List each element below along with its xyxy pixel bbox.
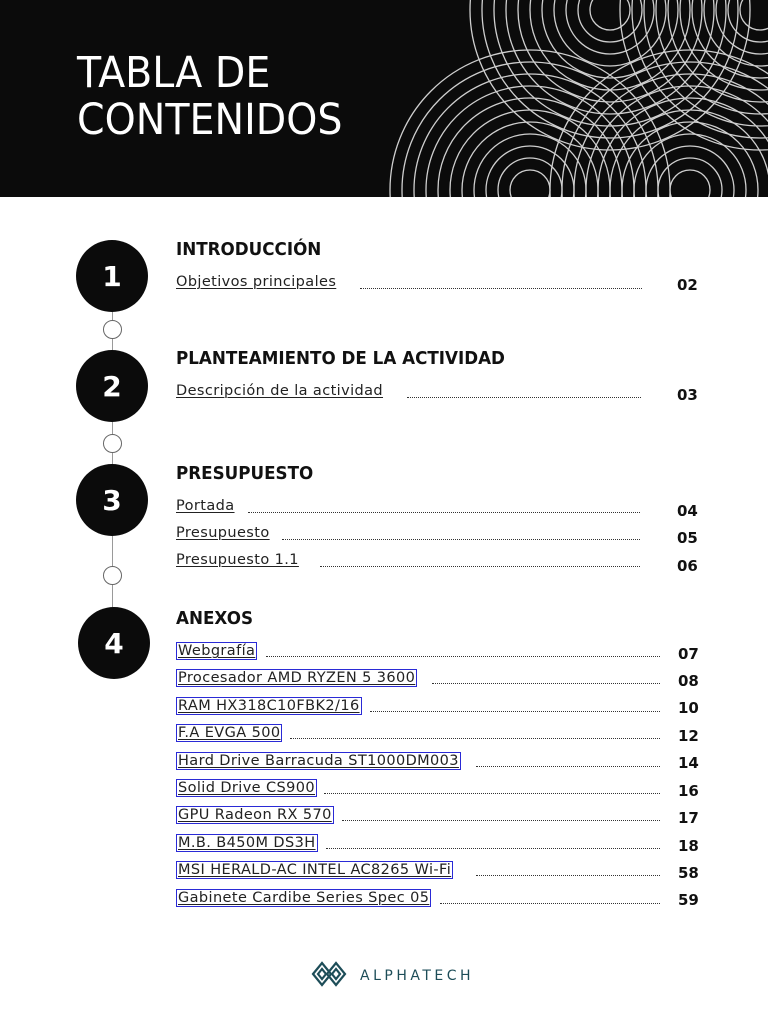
page-number: 59 [678,891,699,909]
section-heading: PLANTEAMIENTO DE LA ACTIVIDAD [176,348,505,369]
toc-entry[interactable] [176,861,702,883]
title-line-2: CONTENIDOS [77,95,343,145]
dot-leader [342,820,660,821]
decorative-arc [390,50,670,197]
dot-leader [440,903,660,904]
decorative-arc [562,62,768,197]
toc-entry[interactable] [176,383,698,405]
toc-entry-label[interactable]: F.A EVGA 500 [178,725,281,741]
toc-entry-label[interactable]: Descripción de la actividad [176,383,384,399]
decorative-arc [486,146,574,197]
dot-leader [320,566,640,567]
section-number-badge: 1 [76,240,148,312]
dot-leader [282,539,640,540]
dot-leader [476,875,660,876]
toc-entry[interactable] [176,889,702,911]
page-number: 16 [678,782,699,800]
timeline-connector [103,434,122,453]
decorative-arc [656,0,768,114]
page-number: 58 [678,864,699,882]
page-number: 10 [678,699,699,717]
toc-entry-label[interactable]: Presupuesto [176,525,270,541]
section-number-badge: 4 [78,607,150,679]
decorative-arc [740,0,768,30]
toc-entry[interactable] [176,779,702,801]
toc-entry-label[interactable]: Portada [176,498,235,514]
timeline-connector [103,320,122,339]
page-number: 07 [678,645,699,663]
brand-name: ALPHATECH [360,968,475,984]
page-number: 04 [677,502,698,520]
toc-entry-label[interactable]: Solid Drive CS900 [178,780,316,796]
toc-entry-label[interactable]: GPU Radeon RX 570 [178,807,332,823]
dot-leader [360,288,642,289]
dot-leader [326,848,660,849]
decorative-arc [646,146,734,197]
decorative-arc [680,0,768,90]
title-line-1: TABLA DE [77,48,271,98]
dot-leader [476,766,660,767]
toc-entry-label[interactable]: Gabinete Cardibe Series Spec 05 [178,890,430,906]
decorative-arc [670,170,710,197]
dot-leader [248,512,640,513]
section-heading: INTRODUCCIÓN [176,239,322,260]
page-number: 12 [678,727,699,745]
toc-entry[interactable] [176,669,702,691]
dot-leader [324,793,660,794]
dot-leader [407,397,641,398]
section-number-badge: 3 [76,464,148,536]
page-title [77,50,342,144]
page-number: 08 [678,672,699,690]
toc-entry-label[interactable]: Procesador AMD RYZEN 5 3600 [178,670,416,686]
decorative-arc [566,0,654,54]
page-number: 06 [677,557,698,575]
decorative-arc [494,0,726,126]
toc-entry[interactable] [176,525,698,547]
toc-entry[interactable] [176,274,698,296]
dot-leader [370,711,660,712]
section-number-badge: 2 [76,350,148,422]
decorative-arc [716,0,768,54]
toc-entry[interactable] [176,642,702,664]
header-banner [0,0,768,197]
toc-entry[interactable] [176,752,702,774]
toc-entry-label[interactable]: RAM HX318C10FBK2/16 [178,698,360,714]
toc-entry-label[interactable]: MSI HERALD-AC INTEL AC8265 Wi-Fi [178,862,452,878]
page-number: 14 [678,754,699,772]
toc-entry-label[interactable]: Hard Drive Barracuda ST1000DM003 [178,753,459,769]
toc-entry-label[interactable]: M.B. B450M DS3H [178,835,316,851]
page-number: 02 [677,276,698,294]
section-heading: ANEXOS [176,608,254,629]
dot-leader [266,656,660,657]
toc-entry[interactable] [176,806,702,828]
page-number: 03 [677,386,698,404]
footer-logo [310,958,474,994]
timeline-connector [103,566,122,585]
page-number: 18 [678,837,699,855]
toc-entry-label[interactable]: Webgrafía [178,643,256,659]
toc-entry[interactable] [176,552,698,574]
alphatech-logo-icon [310,958,348,994]
toc-entry[interactable] [176,498,698,520]
toc-entry-label[interactable]: Presupuesto 1.1 [176,552,299,568]
dot-leader [290,738,660,739]
toc-entry-label[interactable]: Objetivos principales [176,274,337,290]
decorative-arc [510,170,550,197]
decorative-arc [590,0,630,30]
page-number: 05 [677,529,698,547]
toc-entry[interactable] [176,834,702,856]
dot-leader [432,683,660,684]
decorative-arc [426,86,634,197]
page-number: 17 [678,809,699,827]
section-heading: PRESUPUESTO [176,463,314,484]
toc-entry[interactable] [176,724,702,746]
toc-entry[interactable] [176,697,702,719]
